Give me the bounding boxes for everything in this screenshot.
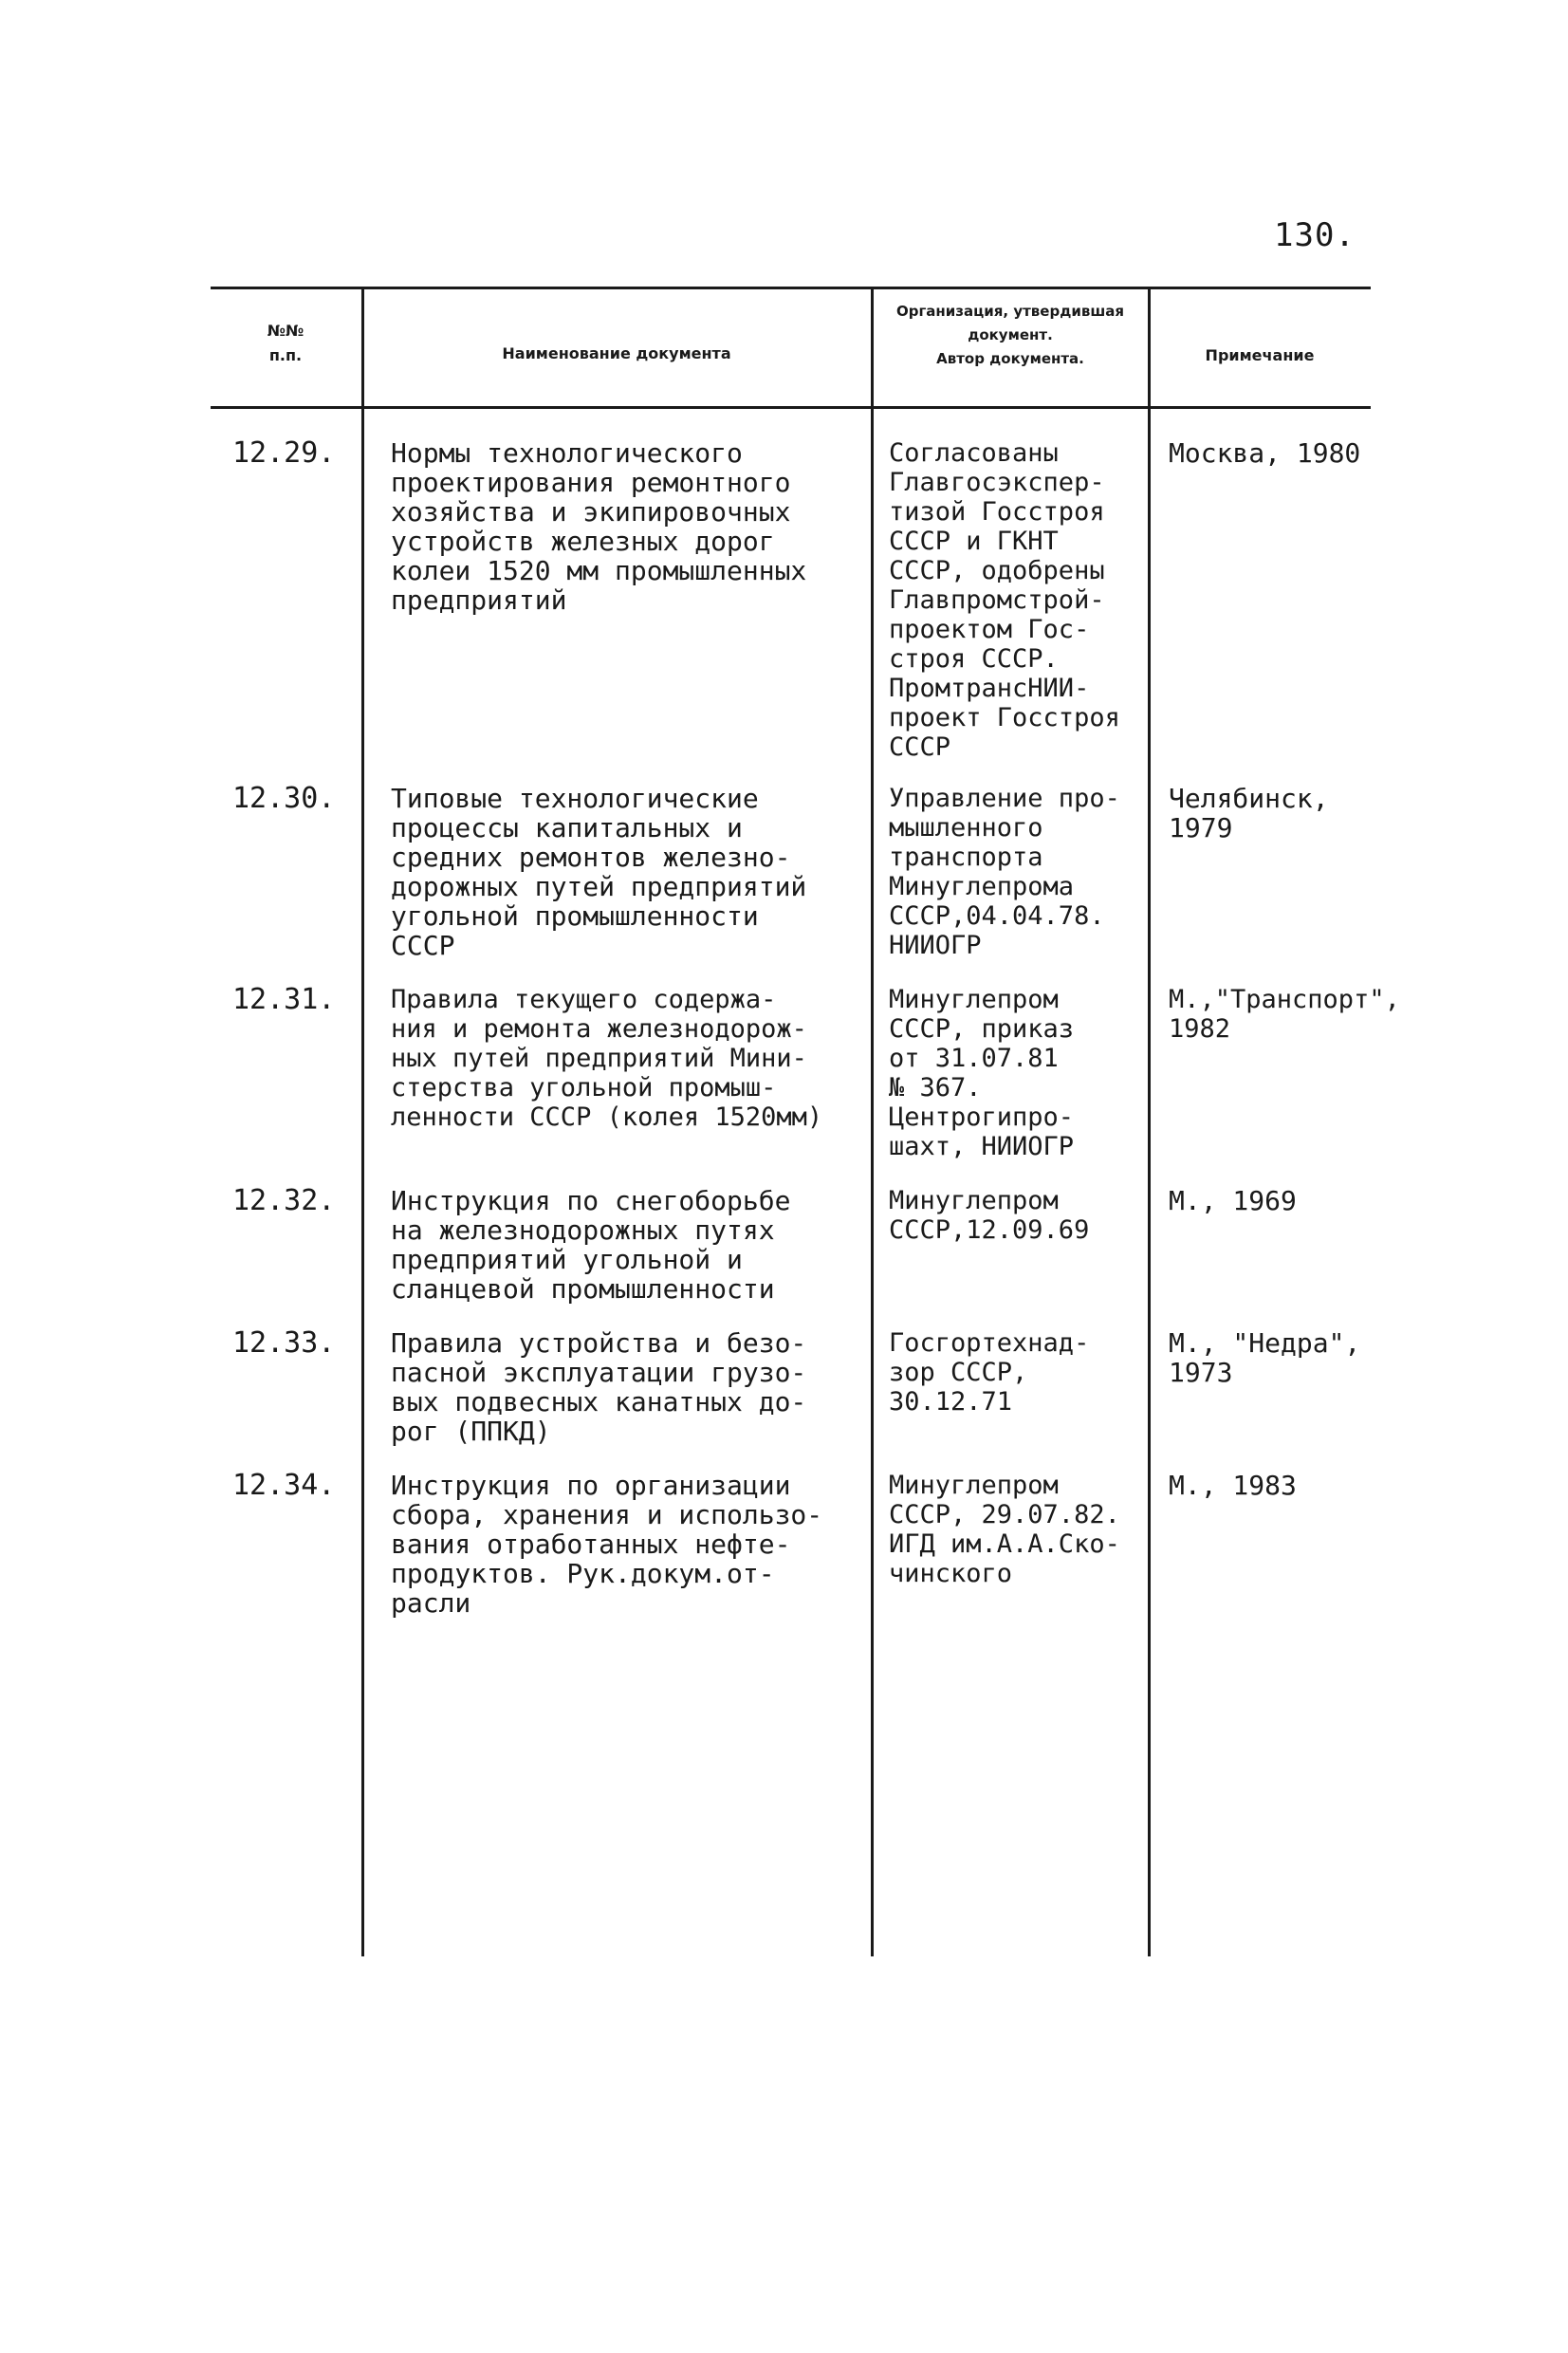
row-document-name: Инструкция по снегоборьбе на железнодорожных путях предприятий угольной и сланцевой промышленности [391,1185,791,1305]
header-note: Примечание [1205,346,1315,364]
page-number: 130. [1274,216,1356,254]
row-num: 12.33. [232,1326,336,1360]
header-bottom-rule [211,406,1371,409]
row-note: Челябинск, 1979 [1169,783,1329,843]
row-organization: Госгортехнад- зор СССР, 30.12.71 [889,1328,1090,1417]
row-organization: Минуглепром СССР, приказ от 31.07.81 № 367. Центрогипро- шахт, НИИОГР [889,985,1075,1161]
row-num: 12.29. [232,436,336,470]
row-document-name: Правила текущего содержа- ния и ремонта железнодорож- ных путей предприятий Мини- стерства угольной промыш- ленности СССР (колея 1520мм) [391,985,823,1132]
row-num: 12.31. [232,983,336,1016]
row-organization: Минуглепром СССР,12.09.69 [889,1186,1090,1245]
row-organization: Согласованы Главгосэкспер- тизой Госстроя СССР и ГКНТ СССР, одобрены Главпромстрой- проектом Гос- строя СССР. ПромтрансНИИ- проект Госстроя СССР [889,438,1120,762]
column-divider-1 [361,287,364,1956]
column-divider-2 [871,287,874,1956]
row-document-name: Типовые технологические процессы капитальных и средних ремонтов железно- дорожных путей предприятий угольной промышленности СССР [391,783,807,961]
row-document-name: Правила устройства и безо- пасной эксплуатации грузо- вых подвесных канатных до- рог (ППКД) [391,1327,807,1447]
row-num: 12.34. [232,1469,336,1502]
row-organization: Минуглепром СССР, 29.07.82. ИГД им.А.А.Ско- чинского [889,1471,1120,1588]
header-org: Организация, утвердившая документ. Автор документа. [895,303,1124,367]
header-num: №№ п.п. [267,322,304,364]
table-top-rule [211,287,1371,289]
row-organization: Управление про- мышленного транспорта Минуглепрома СССР,04.04.78. НИИОГР [889,784,1120,960]
row-note: М.,"Транспорт", 1982 [1169,985,1400,1044]
row-num: 12.32. [232,1184,336,1217]
row-note: М., 1983 [1169,1470,1297,1501]
column-divider-3 [1148,287,1151,1956]
row-note: М., 1969 [1169,1185,1297,1216]
row-document-name: Нормы технологического проектирования ремонтного хозяйства и экипировочных устройств железных дорог колеи 1520 мм промышленных предприятий [391,437,807,616]
row-note: М., "Недра", 1973 [1169,1327,1361,1388]
header-name: Наименование документа [502,344,731,362]
row-note: Москва, 1980 [1169,437,1361,469]
row-num: 12.30. [232,782,336,815]
row-document-name: Инструкция по организации сбора, хранения и использо- вания отработанных нефте- продуктов. Рук.докум.от- расли [391,1470,823,1619]
